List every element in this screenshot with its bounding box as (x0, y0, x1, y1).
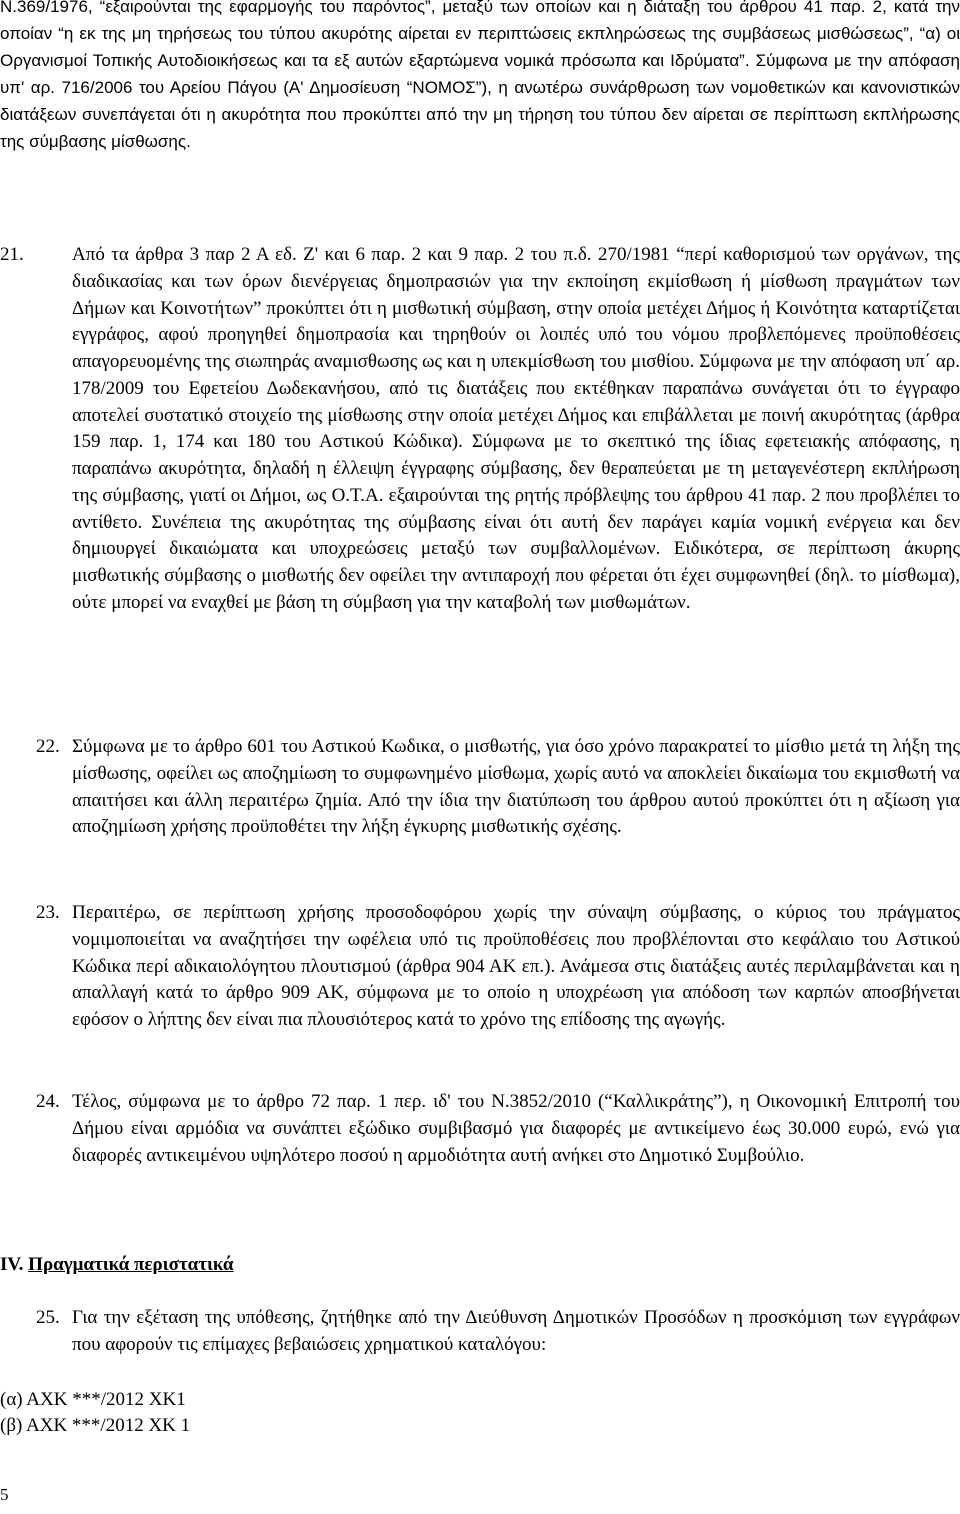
section-heading (0, 1252, 234, 1278)
document-list-item-b: (β) ΑΧΚ ***/2012 ΧΚ 1 (0, 1415, 191, 1436)
item-24-text: Τέλος, σύμφωνα με το άρθρο 72 παρ. 1 περ. ιδ' του Ν.3852/2010 (“Καλλικράτης”), η Οικονομική Επιτροπή του Δήμου είναι αρμόδια να συνάπτει εξώδικο συμβιβασμό για διαφορές με αντικείμενο έως 30.000 ευρώ, ενώ για διαφορές αντικειμένου υψηλότερο ποσού η αρμοδιότητα αυτή ανήκει στο Δημοτικό Συμβούλιο. (72, 1091, 960, 1166)
item-21-text: Από τα άρθρα 3 παρ 2 Α εδ. Ζ' και 6 παρ. 2 και 9 παρ. 2 του π.δ. 270/1981 “περί καθορισμού των οργάνων, της διαδικασίας και των όρων διενέργειας δημοπρασιών για την εκποίηση εκμίσθωση ή μίσθωση πραγμάτων των Δήμων και Κοινοτήτων” προκύπτει ότι η μισθωτική σύμβαση, στην οποία μετέχει Δήμος ή Κοινότητα καταρτίζεται εγγράφος, αφού προηγηθεί δημοπρασία και τηρηθούν οι λοιπές υπό του νόμου προβλεπόμενες προϋποθέσεις απαγορευομένης της σιωπηράς αναμισθωσης ως και η υπεκμίσθωση του μισθίου. Σύμφωνα με την απόφαση υπ΄ αρ. 178/2009 του Εφετείου Δωδεκανήσου, από τις διατάξεις που εκτέθηκαν παραπάνω συνάγεται ότι το έγγραφο αποτελεί συστατικό στοιχείο της μίσθωσης στην οποία μετέχει Δήμος και επιβάλλεται με ποινή ακυρότητας (άρθρα 159 παρ. 1, 174 και 180 του Αστικού Κώδικα). Σύμφωνα με το σκεπτικό της ίδιας εφετειακής απόφασης, η παραπάνω ακυρότητα, δηλαδή η έλλειψη έγγραφης σύμβασης, δεν θεραπεύεται με τη μεταγενέστερη εκπλήρωση της σύμβασης, γιατί οι Δήμοι, ως Ο.Τ.Α. εξαιρούνται της ρητής πρόβλεψης του άρθρου 41 παρ. 2 που προβλέπει το αντίθετο. Συνέπεια της ακυρότητας της σύμβασης είναι ότι αυτή δεν παράγει καμία νομική ενέργεια και δεν δημιουργεί δικαιώματα και υποχρεώσεις μεταξύ των συμβαλλομένων. Ειδικότερα, σε περίπτωση άκυρης μισθωτικής σύμβασης ο μισθωτής δεν οφείλει την αντιπαροχή που φέρεται ότι έχει συμφωνηθεί (δηλ. το μίσθωμα), ούτε μπορεί να εναχθεί με βάση τη σύμβαση για την καταβολή των μισθωμάτων. (72, 244, 960, 613)
item-22-text: Σύμφωνα με το άρθρο 601 του Αστικού Κωδικα, ο μισθωτής, για όσο χρόνο παρακρατεί το μίσθιο μετά τη λήξη της μίσθωσης, οφείλει ως αποζημίωση το συμφωνημένο μίσθωμα, χωρίς αυτό να αποκλείει δικαίωμα του εκμισθωτή να απαιτήσει και άλλη περαιτέρω ζημία. Από την ίδια την διατύπωση του άρθρου αυτού προκύπτει ότι η αξίωση για αποζημίωση χρήσης προϋποθέτει την λήξη έγκυρης μισθωτικής σχέσης. (72, 736, 960, 838)
section-heading-numeral: IV. (0, 1254, 24, 1275)
item-25-number: 25. (36, 1307, 60, 1328)
item-23-text: Περαιτέρω, σε περίπτωση χρήσης προσοδοφόρου χωρίς την σύναψη σύμβασης, ο κύριος του πράγματος νομιμοποιείται να αναζητήσει την ωφέλεια υπό τις προϋποθέσεις που προβλέπονται στο κεφάλαιο του Αστικού Κώδικα περί αδικαιολόγητου πλουτισμού (άρθρα 904 ΑΚ επ.). Ανάμεσα στις διατάξεις αυτές περιλαμβάνεται και η απαλλαγή κατά το άρθρο 909 ΑΚ, σύμφωνα με το οποίο η υποχρέωση για απόδοση των καρπών αποσβήνεται εφόσον ο λήπτης δεν είναι πια πλουσιότερος κατά το χρόνο της επίδοσης της αγωγής. (72, 902, 960, 1030)
document-list-item-a: (α) ΑΧΚ ***/2012 ΧΚ1 (0, 1389, 186, 1410)
section-heading-title: Πραγματικά περιστατικά (28, 1254, 234, 1275)
item-24-number: 24. (36, 1091, 60, 1112)
item-21-number: 21. (0, 244, 24, 265)
intro-paragraph: Ν.369/1976, “εξαιρούνται της εφαρμογής του παρόντος”, μεταξύ των οποίων και η διάταξη του άρθρου 41 παρ. 2, κατά την οποίαν “η εκ της μη τηρήσεως του τύπου ακυρότης αίρεται εν περιπτώσεις εκπληρώσεως της συμβάσεως μισθώσεως”, “α) οι Οργανισμοί Τοπικής Αυτοδιοικήσεως και τα εξ αυτών εξαρτώμενα νομικά πρόσωπα και Ιδρύματα”. Σύμφωνα με την απόφαση υπ' αρ. 716/2006 του Αρείου Πάγου (Α' Δημοσίευση “ΝΟΜΟΣ”), η ανωτέρω συνάρθρωση των νομοθετικών και κανονιστικών διατάξεων συνεπάγεται ότι η ακυρότητα που προκύπτει από την μη τήρηση του τύπου δεν αίρεται σε περίπτωση εκπλήρωσης της σύμβασης μίσθωσης. (0, 0, 960, 151)
item-23-number: 23. (36, 902, 60, 923)
item-25-text: Για την εξέταση της υπόθεσης, ζητήθηκε από την Διεύθυνση Δημοτικών Προσόδων η προσκόμιση των εγγράφων που αφορούν τις επίμαχες βεβαιώσεις χρηματικού καταλόγου: (72, 1307, 960, 1355)
page-number: 5 (0, 1485, 9, 1504)
item-22-number: 22. (36, 736, 60, 757)
